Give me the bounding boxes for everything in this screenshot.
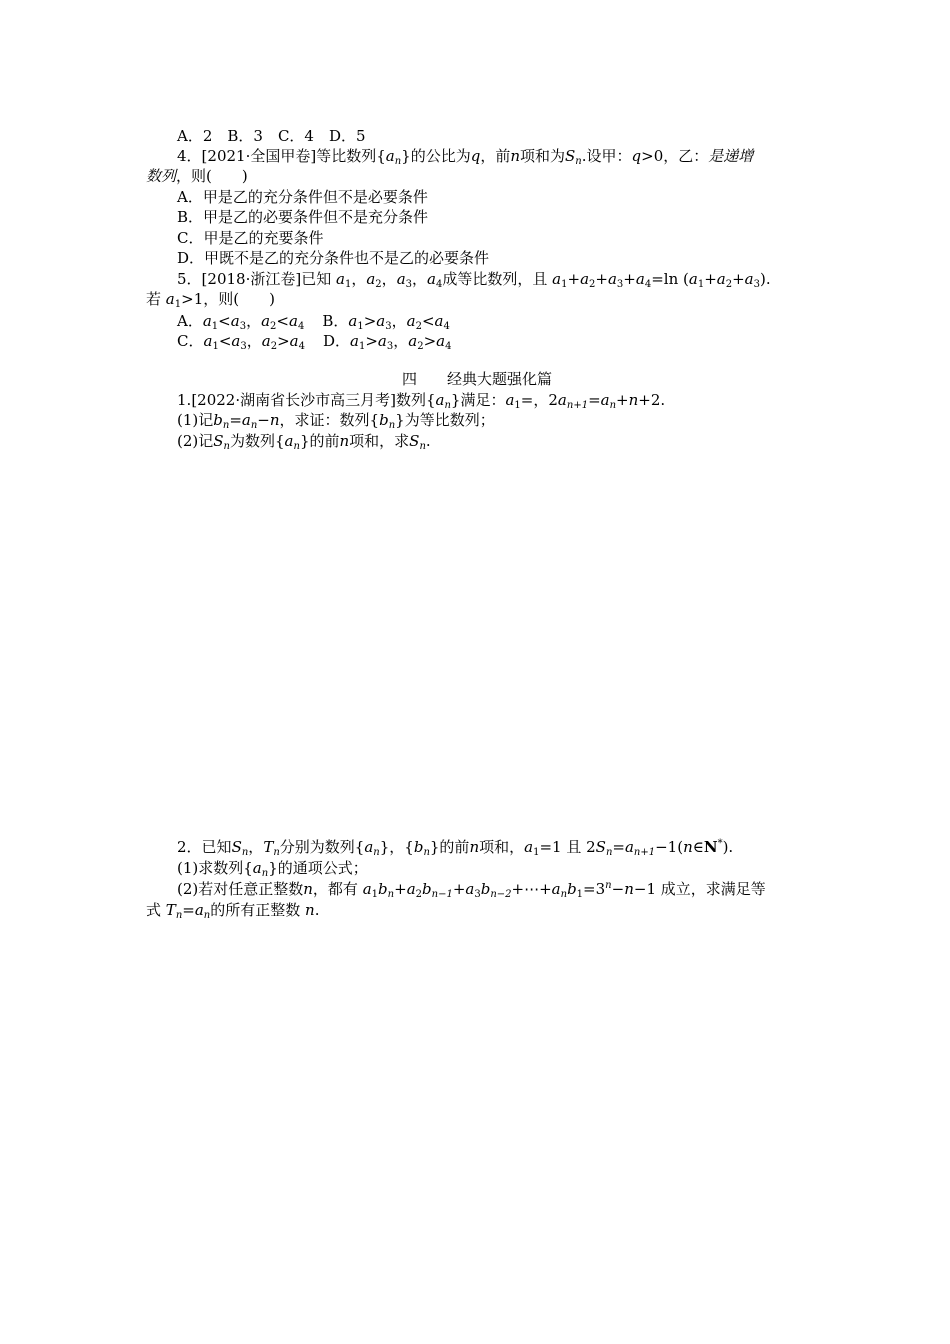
text-fragment: a	[289, 332, 299, 350]
text-fragment: >0，乙：	[641, 147, 709, 165]
text-fragment: a	[551, 880, 561, 898]
text-fragment: 1	[174, 299, 182, 310]
text-fragment: 2	[415, 889, 423, 900]
text-fragment: a	[427, 270, 436, 288]
text-fragment: 4．	[177, 147, 202, 165]
text-fragment: ，	[351, 270, 367, 288]
text-fragment: S	[565, 147, 576, 165]
text-fragment: n	[387, 889, 395, 900]
text-fragment: n−2	[490, 889, 512, 900]
text-fragment: B．甲是乙的必要条件但不是充分条件	[177, 208, 429, 226]
text-fragment: n	[269, 411, 280, 429]
text-fragment: a	[377, 332, 387, 350]
text-fragment: 的所有正整数	[210, 901, 301, 919]
q3-options	[146, 126, 839, 146]
text-fragment: a	[624, 838, 634, 856]
text-fragment: 4	[443, 321, 450, 332]
text-fragment: [2022·湖南省长沙市高三月考]	[191, 391, 396, 409]
text-fragment: 2	[270, 321, 277, 332]
text-fragment: a	[557, 391, 567, 409]
section-heading	[146, 369, 808, 389]
text-fragment: n	[175, 910, 183, 921]
text-fragment: n	[339, 432, 350, 450]
text-fragment: n	[303, 880, 313, 898]
text-fragment: a	[465, 880, 475, 898]
text-fragment: a	[396, 270, 406, 288]
text-fragment: +	[394, 880, 407, 898]
text-fragment: n	[624, 880, 634, 898]
text-fragment: a	[505, 391, 515, 409]
text-fragment: +	[452, 880, 466, 898]
text-fragment: A．甲是乙的充分条件但不是必要条件	[177, 188, 428, 206]
text-fragment: 1	[533, 847, 540, 858]
p2-part1	[146, 858, 839, 878]
text-fragment: S	[213, 432, 224, 450]
text-fragment: −	[611, 880, 625, 898]
text-fragment: }为等比数列；	[395, 411, 495, 429]
text-fragment: +	[623, 270, 636, 288]
text-fragment: 1	[576, 889, 584, 900]
text-fragment: a	[350, 332, 359, 350]
text-fragment: (1)记	[177, 411, 214, 429]
q5-options-ab	[146, 311, 839, 331]
text-fragment: *	[717, 838, 723, 849]
q4-option-c	[146, 228, 839, 248]
text-fragment: q	[631, 147, 642, 165]
text-fragment: a	[289, 312, 298, 330]
q4-stem-line1	[146, 146, 839, 166]
text-fragment: 1.	[177, 391, 192, 409]
text-fragment: n	[605, 847, 613, 858]
text-fragment: <	[218, 332, 232, 350]
text-fragment: a	[252, 859, 262, 877]
text-fragment: a	[408, 332, 418, 350]
text-fragment: 2	[417, 341, 424, 352]
text-fragment: n	[388, 420, 396, 431]
text-fragment: n	[373, 847, 380, 858]
text-fragment: .	[314, 901, 320, 919]
text-fragment: C．	[177, 332, 204, 350]
q3-options-text: A．2 B．3 C．4 D．5	[177, 127, 366, 145]
text-fragment: 式	[146, 901, 162, 919]
text-fragment: >	[423, 332, 437, 350]
text-fragment: 1	[371, 889, 379, 900]
q4-option-a	[146, 187, 839, 207]
text-fragment: n	[261, 868, 269, 879]
text-fragment: ，	[246, 312, 262, 330]
text-fragment: 1	[212, 341, 219, 352]
text-fragment: (1)求数列{	[177, 859, 253, 877]
text-fragment: n	[423, 847, 430, 858]
text-fragment: >	[277, 332, 290, 350]
text-fragment: }的前	[429, 838, 470, 856]
text-fragment: 数列{	[395, 391, 436, 409]
text-fragment: [2021·全国甲卷]	[201, 147, 317, 165]
text-fragment: b	[213, 411, 223, 429]
text-fragment: a	[230, 312, 240, 330]
text-fragment: =	[182, 901, 195, 919]
text-fragment: a	[600, 391, 610, 409]
p2-part2-line2	[146, 900, 808, 920]
text-fragment: 成等比数列，且	[442, 270, 548, 288]
text-fragment: }，{	[379, 838, 414, 856]
text-fragment: 1	[211, 321, 219, 332]
text-fragment: a	[524, 838, 534, 856]
text-fragment: B．	[322, 312, 349, 330]
text-fragment: <	[421, 312, 435, 330]
q5-options-cd	[146, 331, 839, 351]
text-fragment: a	[202, 312, 212, 330]
text-fragment: n	[419, 441, 426, 452]
p1-stem	[146, 390, 839, 410]
text-fragment: ，	[393, 332, 409, 350]
text-fragment: >	[365, 332, 378, 350]
text-fragment: ，	[391, 312, 407, 330]
text-fragment: }的公比为	[401, 147, 471, 165]
text-fragment: n	[305, 901, 315, 919]
text-fragment: ，	[412, 270, 428, 288]
text-fragment: 1	[697, 279, 705, 290]
text-fragment: <	[276, 312, 289, 330]
text-fragment: ).	[722, 838, 734, 856]
text-fragment: n	[683, 838, 693, 856]
text-fragment: a	[552, 270, 562, 288]
text-fragment: −1(	[655, 838, 684, 856]
section-title: 经典大题强化篇	[447, 370, 553, 388]
text-fragment: a	[261, 312, 271, 330]
text-fragment: }的通项公式；	[268, 859, 368, 877]
text-fragment: n	[394, 156, 402, 167]
text-fragment: n	[293, 441, 300, 452]
text-fragment: −	[257, 411, 270, 429]
text-fragment: S	[409, 432, 420, 450]
text-fragment: 已知	[201, 838, 232, 856]
text-fragment: a	[194, 901, 204, 919]
q5-stem-line1	[146, 269, 839, 289]
text-fragment: n+1	[633, 847, 656, 858]
text-fragment: a	[385, 147, 395, 165]
text-fragment: T	[165, 901, 176, 919]
text-fragment: 1	[561, 279, 568, 290]
text-fragment: 3	[405, 279, 413, 290]
text-fragment: =，2	[520, 391, 558, 409]
text-fragment: ，都有	[312, 880, 358, 898]
text-fragment: a	[635, 270, 645, 288]
text-fragment: S	[231, 838, 242, 856]
text-fragment: ，求证：数列{	[279, 411, 380, 429]
text-fragment: +	[567, 270, 581, 288]
text-fragment: 2	[375, 279, 382, 290]
text-fragment: a	[688, 270, 698, 288]
text-fragment: 4	[445, 341, 452, 352]
text-fragment: +	[595, 270, 608, 288]
text-fragment: 4	[644, 279, 652, 290]
section-number: 四	[401, 370, 417, 388]
text-fragment: A．	[177, 312, 203, 330]
text-fragment: b	[567, 880, 577, 898]
text-fragment: (2)记	[177, 432, 214, 450]
text-fragment: a	[434, 312, 444, 330]
text-fragment: q	[470, 147, 481, 165]
text-fragment: a	[336, 270, 345, 288]
text-fragment: n	[250, 420, 258, 431]
text-fragment: 是递增	[708, 147, 754, 165]
text-fragment: b	[378, 880, 388, 898]
text-fragment: 等比数列{	[316, 147, 386, 165]
text-fragment: 3	[753, 279, 760, 290]
text-fragment: a	[284, 432, 294, 450]
text-fragment: }的前	[299, 432, 340, 450]
text-fragment: =	[612, 838, 625, 856]
text-fragment: n	[444, 400, 451, 411]
text-fragment: 3	[474, 889, 481, 900]
q4-option-d	[146, 248, 839, 268]
text-fragment: 2	[589, 279, 596, 290]
text-fragment: b	[413, 838, 424, 856]
text-fragment: a	[348, 312, 358, 330]
text-fragment: 4	[297, 321, 305, 332]
text-fragment: 项和为	[520, 147, 566, 165]
text-fragment: 5．	[177, 270, 202, 288]
text-fragment: }满足：	[450, 391, 506, 409]
text-fragment: 2	[270, 341, 278, 352]
text-fragment: −1 成立，求满足等	[633, 880, 766, 898]
text-fragment: .设甲：	[581, 147, 632, 165]
text-fragment: 3	[239, 321, 247, 332]
text-fragment: a	[366, 270, 376, 288]
text-fragment: n+1	[566, 400, 589, 411]
text-fragment: a	[406, 312, 416, 330]
text-fragment: 3	[240, 341, 247, 352]
text-fragment: n	[222, 420, 230, 431]
text-fragment: a	[364, 838, 374, 856]
text-fragment: 3	[386, 341, 394, 352]
text-fragment: [2018·浙江卷]	[201, 270, 302, 288]
text-fragment: a	[362, 880, 372, 898]
text-fragment: n	[510, 147, 520, 165]
text-fragment: N	[703, 838, 718, 856]
text-fragment: n	[241, 847, 249, 858]
text-fragment: 1	[344, 279, 352, 290]
text-fragment: 数列	[146, 167, 177, 185]
text-fragment: 1	[514, 400, 521, 411]
text-fragment: a	[165, 290, 175, 308]
text-fragment: =1 且 2	[539, 838, 596, 856]
text-fragment: S	[595, 838, 606, 856]
text-fragment: 2	[725, 279, 733, 290]
text-fragment: +2.	[638, 391, 666, 409]
text-fragment: n	[605, 880, 612, 891]
p1-part1	[146, 410, 839, 430]
text-fragment: +	[616, 391, 629, 409]
text-fragment: n	[560, 889, 568, 900]
text-fragment: n	[575, 156, 582, 167]
text-fragment: 3	[385, 321, 392, 332]
q4-option-b	[146, 207, 839, 227]
text-fragment: C．甲是乙的充要条件	[177, 229, 324, 247]
text-fragment: 分别为数列{	[279, 838, 365, 856]
text-fragment: n	[469, 838, 480, 856]
text-fragment: a	[580, 270, 590, 288]
text-fragment: a	[203, 332, 213, 350]
q4-stem-line2	[146, 166, 808, 186]
text-fragment: ).	[760, 270, 771, 288]
text-fragment: a	[231, 332, 241, 350]
text-fragment: (2)若对任意正整数	[177, 880, 304, 898]
text-fragment: 项和，求	[349, 432, 410, 450]
text-fragment: n	[203, 910, 211, 921]
text-fragment: D．	[322, 332, 350, 350]
text-fragment: n	[223, 441, 230, 452]
text-fragment: ，	[246, 332, 262, 350]
text-fragment: b	[379, 411, 389, 429]
text-fragment: a	[261, 332, 271, 350]
text-fragment: a	[376, 312, 386, 330]
text-fragment: +⋯+	[511, 880, 552, 898]
text-fragment: ，则( )	[176, 167, 248, 185]
text-fragment: 4	[298, 341, 305, 352]
p2-stem	[146, 837, 839, 857]
text-fragment: 2．	[177, 838, 202, 856]
q5-stem-line2	[146, 289, 808, 309]
text-fragment: a	[435, 391, 445, 409]
text-fragment: ，	[381, 270, 397, 288]
text-fragment: =3	[583, 880, 606, 898]
text-fragment: <	[218, 312, 231, 330]
text-fragment: >1，则( )	[181, 290, 275, 308]
p2-part2-line1	[146, 879, 839, 899]
text-fragment: a	[744, 270, 754, 288]
text-fragment: a	[406, 880, 416, 898]
p1-part2	[146, 431, 839, 451]
text-fragment: b	[422, 880, 432, 898]
text-fragment: 2	[415, 321, 422, 332]
text-fragment: >	[363, 312, 377, 330]
text-fragment: n	[628, 391, 639, 409]
text-fragment: 1	[357, 321, 364, 332]
text-fragment: b	[480, 880, 491, 898]
text-fragment: D．甲既不是乙的充分条件也不是乙的必要条件	[177, 249, 490, 267]
text-fragment: a	[436, 332, 446, 350]
text-fragment: ，前	[480, 147, 511, 165]
text-fragment: 为数列{	[229, 432, 285, 450]
text-fragment: 4	[435, 279, 443, 290]
text-fragment: 若	[146, 290, 162, 308]
text-fragment: +	[732, 270, 745, 288]
text-fragment: +	[704, 270, 717, 288]
text-fragment: a	[716, 270, 726, 288]
text-fragment: 1	[358, 341, 366, 352]
text-fragment: .	[425, 432, 431, 450]
text-fragment: =	[229, 411, 242, 429]
text-fragment: n−1	[431, 889, 453, 900]
text-fragment: ∈	[692, 838, 704, 856]
text-fragment: 已知	[301, 270, 332, 288]
text-fragment: 项和，	[479, 838, 525, 856]
text-fragment: T	[263, 838, 274, 856]
text-fragment: a	[607, 270, 617, 288]
text-fragment: =	[588, 391, 601, 409]
text-fragment: 3	[616, 279, 624, 290]
text-fragment: n	[609, 400, 617, 411]
text-fragment: a	[241, 411, 251, 429]
text-fragment: ，	[248, 838, 264, 856]
text-fragment: n	[273, 847, 280, 858]
text-fragment: =ln (	[651, 270, 689, 288]
